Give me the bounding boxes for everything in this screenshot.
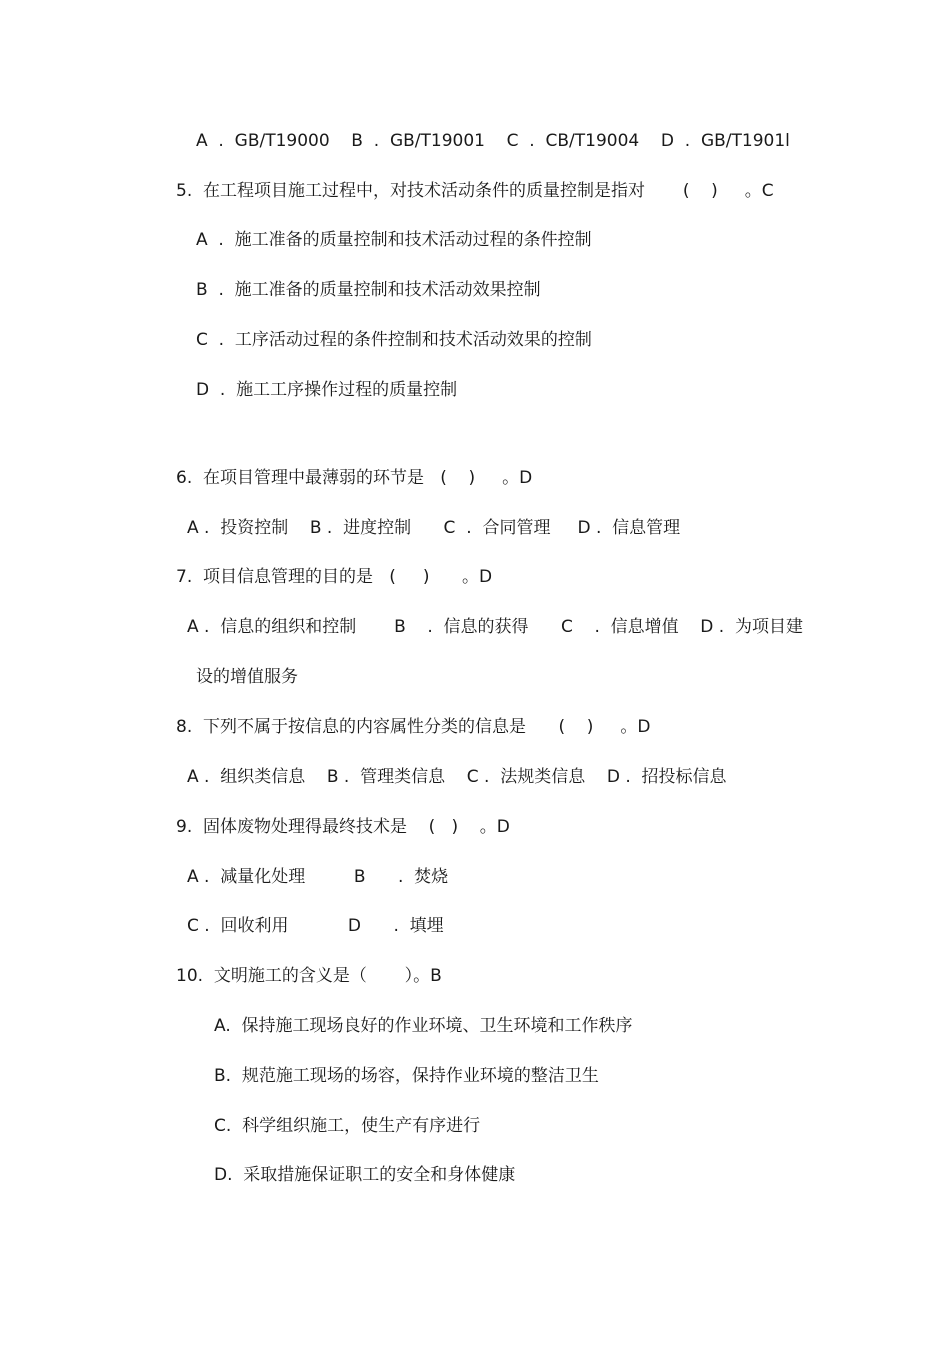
- q9-options-line-1: A . 减量化处理 B . 焚烧: [187, 867, 449, 887]
- q8-question: 8. 下列不属于按信息的内容属性分类的信息是 ( ) 。D: [176, 717, 651, 737]
- q4-options-line: A . GB/T19000 B . GB/T19001 C . CB/T19004 D . GB/T1901l: [196, 131, 790, 151]
- q5-option-d: D . 施工工序操作过程的质量控制: [196, 380, 458, 400]
- q5-option-c: C . 工序活动过程的条件控制和技术活动效果的控制: [196, 330, 592, 350]
- q7-question: 7. 项目信息管理的目的是 ( ) 。D: [176, 567, 493, 587]
- q8-options-line: A . 组织类信息 B . 管理类信息 C . 法规类信息 D . 招投标信息: [187, 767, 727, 787]
- q7-options-continued: 设的增值服务: [196, 667, 298, 687]
- q10-question: 10. 文明施工的含义是（ ）。B: [176, 966, 442, 986]
- q5-option-a: A . 施工准备的质量控制和技术活动过程的条件控制: [196, 230, 592, 250]
- q7-options-line: A . 信息的组织和控制 B . 信息的获得 C . 信息增值 D . 为项目建: [187, 617, 803, 637]
- q5-question: 5. 在工程项目施工过程中，对技术活动条件的质量控制是指对 ( ) 。C: [176, 181, 774, 201]
- q9-options-line-2: C . 回收利用 D . 填埋: [187, 916, 444, 936]
- q10-option-c: C. 科学组织施工，使生产有序进行: [214, 1116, 481, 1136]
- q6-question: 6. 在项目管理中最薄弱的环节是 ( ) 。D: [176, 468, 533, 488]
- q10-option-a: A. 保持施工现场良好的作业环境、卫生环境和工作秩序: [214, 1016, 633, 1036]
- q10-option-b: B. 规范施工现场的场容，保持作业环境的整洁卫生: [214, 1066, 599, 1086]
- q6-options-line: A . 投资控制 B . 进度控制 C . 合同管理 D . 信息管理: [187, 518, 681, 538]
- q5-option-b: B . 施工准备的质量控制和技术活动效果控制: [196, 280, 541, 300]
- q10-option-d: D. 采取措施保证职工的安全和身体健康: [214, 1165, 516, 1185]
- q9-question: 9. 固体废物处理得最终技术是 ( ) 。D: [176, 817, 510, 837]
